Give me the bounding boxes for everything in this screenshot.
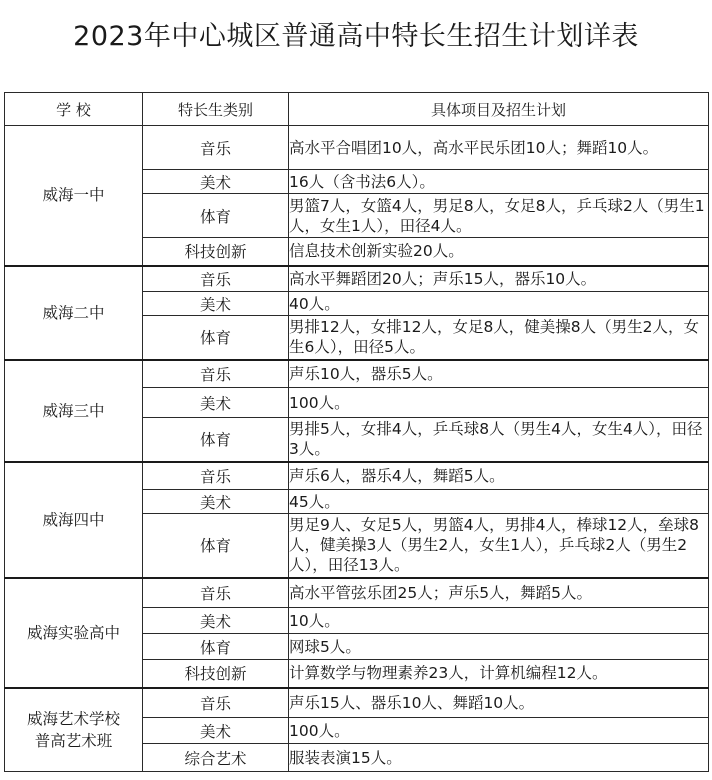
table-row <box>5 688 709 718</box>
category-cell: 科技创新 <box>143 238 289 266</box>
category-cell: 综合艺术 <box>143 744 289 772</box>
table-body <box>5 126 709 772</box>
school-name: 威海三中 <box>42 401 105 420</box>
plan-cell: 男排5人，女排4人，乒乓球8人（男生4人，女生4人），田径3人。 <box>289 418 709 462</box>
category-cell: 体育 <box>143 514 289 578</box>
plan-cell: 声乐10人，器乐5人。 <box>289 360 709 388</box>
school-name: 威海二中 <box>42 303 105 322</box>
plan-cell: 40人。 <box>289 292 709 316</box>
header-school: 学 校 <box>5 93 143 126</box>
plan-cell: 信息技术创新实验20人。 <box>289 238 709 266</box>
category-cell: 美术 <box>143 388 289 418</box>
school-cell <box>5 688 143 772</box>
category-cell: 体育 <box>143 418 289 462</box>
school-cell <box>5 126 143 266</box>
school-cell <box>5 462 143 578</box>
plan-cell: 45人。 <box>289 490 709 514</box>
table-header-row <box>5 93 709 126</box>
category-cell: 体育 <box>143 634 289 660</box>
plan-cell: 10人。 <box>289 608 709 634</box>
plan-cell: 高水平合唱团10人，高水平民乐团10人；舞蹈10人。 <box>289 126 709 170</box>
plan-cell: 网球5人。 <box>289 634 709 660</box>
school-cell <box>5 360 143 462</box>
table-row <box>5 266 709 292</box>
category-cell: 音乐 <box>143 126 289 170</box>
category-cell: 美术 <box>143 490 289 514</box>
category-cell: 音乐 <box>143 266 289 292</box>
enrollment-plan-table <box>4 92 709 772</box>
category-cell: 美术 <box>143 170 289 194</box>
category-cell: 体育 <box>143 194 289 238</box>
category-cell: 音乐 <box>143 688 289 718</box>
school-name: 威海一中 <box>42 186 105 205</box>
category-cell: 美术 <box>143 718 289 744</box>
school-name: 威海艺术学校 普高艺术班 <box>26 709 120 750</box>
plan-cell: 高水平舞蹈团20人；声乐15人，器乐10人。 <box>289 266 709 292</box>
header-plan: 具体项目及招生计划 <box>289 93 709 126</box>
plan-cell: 16人（含书法6人）。 <box>289 170 709 194</box>
category-cell: 美术 <box>143 608 289 634</box>
school-name: 威海实验高中 <box>26 623 120 642</box>
school-name: 威海四中 <box>42 510 105 529</box>
plan-cell: 100人。 <box>289 388 709 418</box>
table-row <box>5 360 709 388</box>
table-row <box>5 126 709 170</box>
school-cell <box>5 266 143 360</box>
table-row <box>5 578 709 608</box>
plan-cell: 男篮7人，女篮4人，男足8人，女足8人，乒乓球2人（男生1人，女生1人），田径4人。 <box>289 194 709 238</box>
category-cell: 音乐 <box>143 462 289 490</box>
page-title: 2023年中心城区普通高中特长生招生计划详表 <box>73 21 639 52</box>
category-cell: 美术 <box>143 292 289 316</box>
category-cell: 体育 <box>143 316 289 360</box>
table-row <box>5 462 709 490</box>
plan-cell: 计算数学与物理素养23人，计算机编程12人。 <box>289 660 709 688</box>
plan-cell: 声乐6人，器乐4人，舞蹈5人。 <box>289 462 709 490</box>
plan-cell: 服装表演15人。 <box>289 744 709 772</box>
plan-cell: 男足9人、女足5人，男篮4人，男排4人，棒球12人，垒球8人，健美操3人（男生2人，女生1人），乒乓球2人（男生2人），田径13人。 <box>289 514 709 578</box>
plan-cell: 男排12人，女排12人，女足8人，健美操8人（男生2人，女生6人），田径5人。 <box>289 316 709 360</box>
category-cell: 音乐 <box>143 578 289 608</box>
category-cell: 音乐 <box>143 360 289 388</box>
plan-cell: 100人。 <box>289 718 709 744</box>
header-category: 特长生类别 <box>143 93 289 126</box>
plan-cell: 高水平管弦乐团25人；声乐5人，舞蹈5人。 <box>289 578 709 608</box>
category-cell: 科技创新 <box>143 660 289 688</box>
plan-cell: 声乐15人、器乐10人、舞蹈10人。 <box>289 688 709 718</box>
school-cell <box>5 578 143 688</box>
